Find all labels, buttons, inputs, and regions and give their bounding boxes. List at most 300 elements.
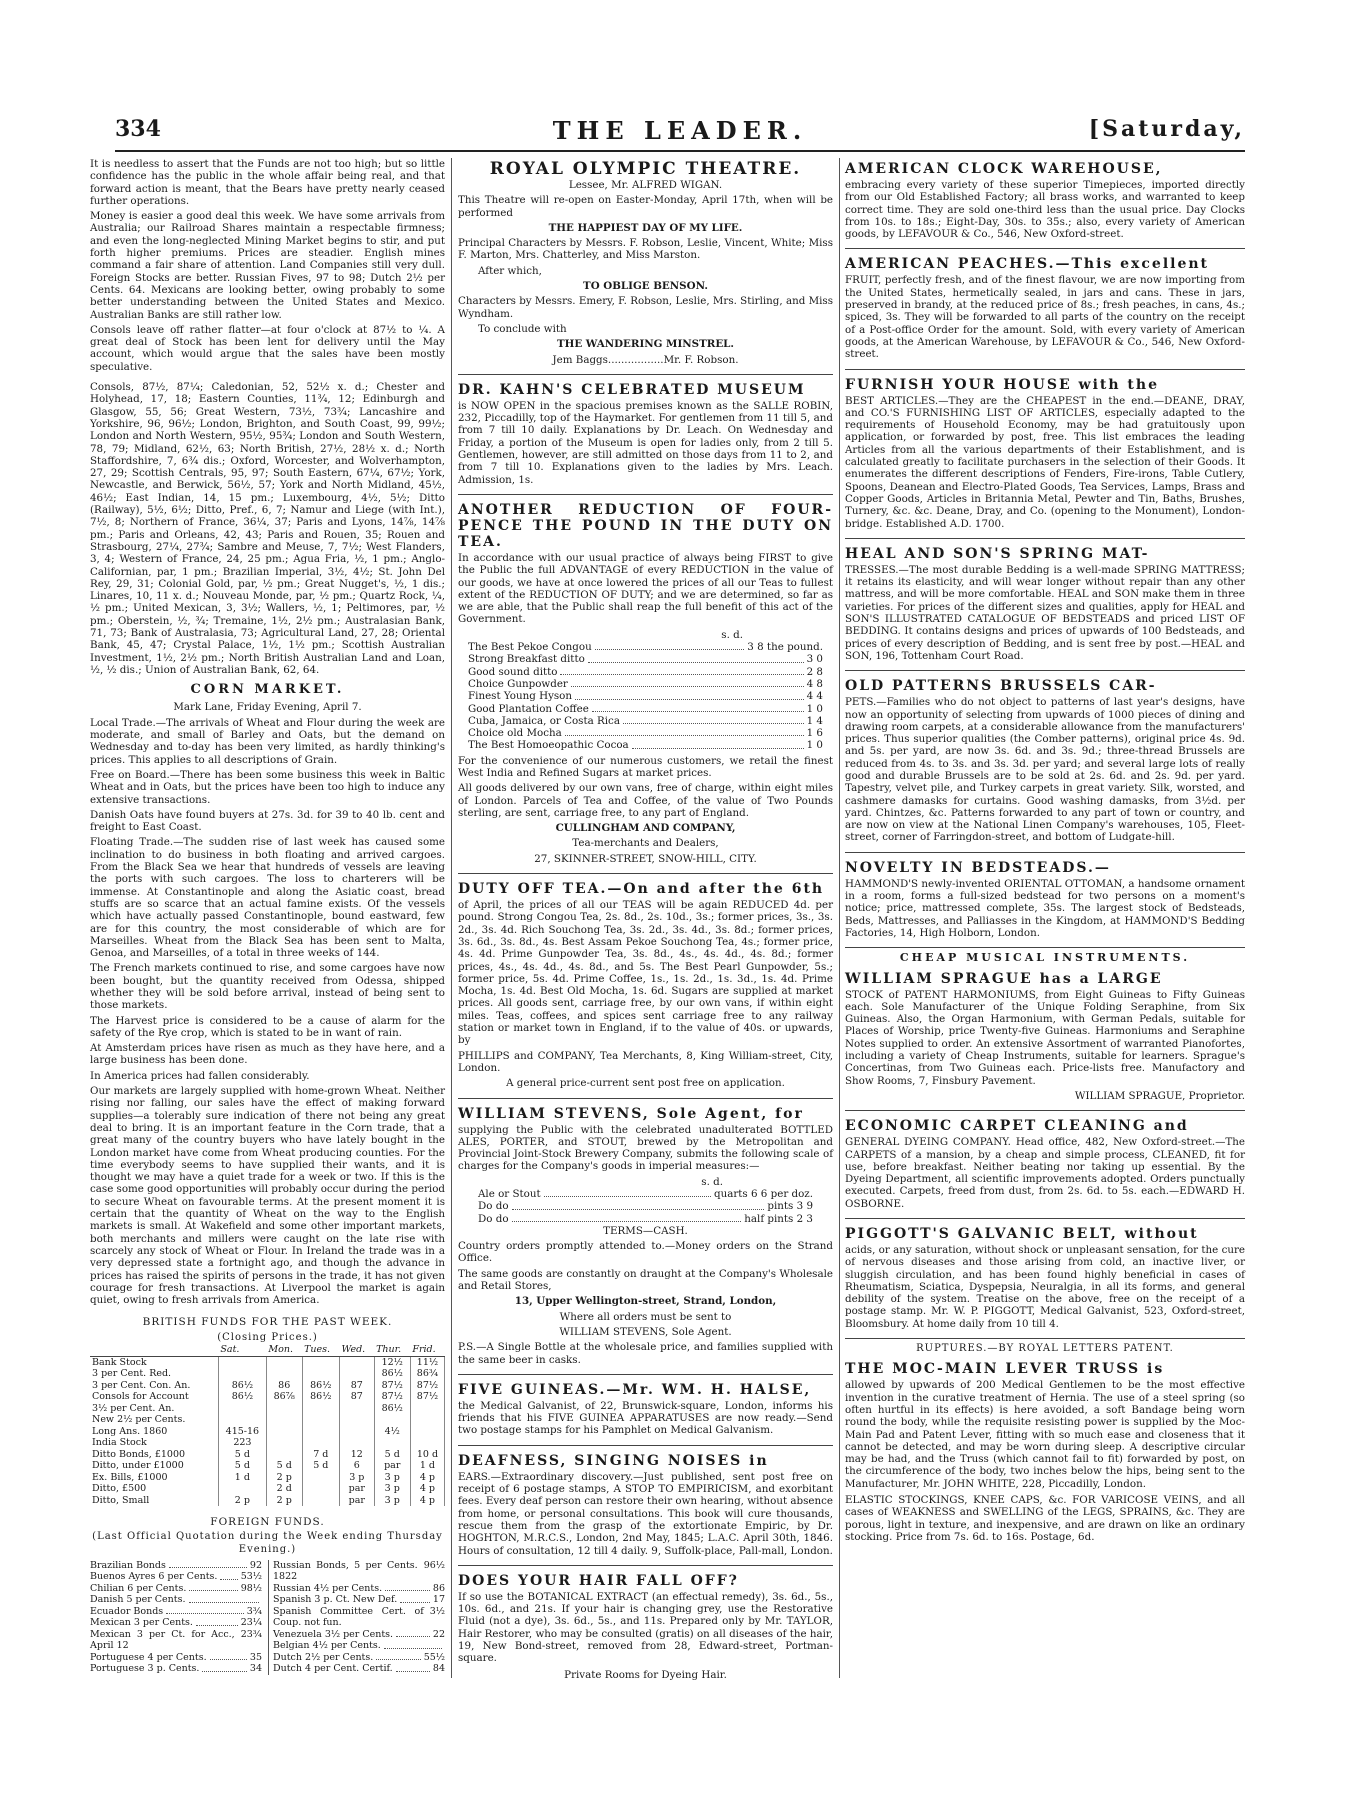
price-value: half pints 2 3 bbox=[744, 1212, 813, 1225]
table-cell: 12 bbox=[339, 1449, 374, 1461]
leader-dots bbox=[202, 1663, 246, 1672]
leader-dots bbox=[384, 1640, 442, 1649]
ad-heal-and-son bbox=[845, 543, 1245, 671]
leader-dots bbox=[565, 727, 804, 736]
table-cell bbox=[339, 1437, 374, 1449]
table-cell bbox=[302, 1472, 339, 1484]
price-row bbox=[90, 1560, 262, 1572]
ad-line: Tea-merchants and Dealers, bbox=[572, 837, 719, 850]
table-row bbox=[90, 1449, 445, 1461]
table-cell bbox=[410, 1403, 444, 1415]
price-row bbox=[90, 1571, 262, 1583]
ad-line: TERMS—CASH. bbox=[603, 1224, 688, 1237]
leader-dots bbox=[512, 1213, 742, 1222]
table-cell bbox=[410, 1437, 444, 1449]
ad-body: GENERAL DYEING COMPANY. Head office, 482, New Oxford-street.—The CARPETS of a mansion, by a cheap and simple process, CLEANED, fit for use, before breakfast. Neither beating nor taking up essential. By the Dyeing Department, all scientific improvements adopted. Orders punctually executed. Carpets, freed from dust, from 2s. 6d. to 5s. each.—EDWARD H. OSBORNE. bbox=[845, 1136, 1245, 1210]
price-row bbox=[273, 1594, 445, 1606]
price-value: 53½ bbox=[240, 1571, 262, 1583]
price-row bbox=[273, 1652, 445, 1664]
ad-title: WILLIAM SPRAGUE has a LARGE bbox=[845, 970, 1163, 987]
ad-signature: WILLIAM SPRAGUE, Proprietor. bbox=[1074, 1089, 1245, 1102]
table-cell bbox=[218, 1414, 266, 1426]
price-value: 35 bbox=[249, 1651, 262, 1663]
price-value: 3¾ bbox=[246, 1605, 262, 1617]
ad-signature: WILLIAM STEVENS, Sole Agent. bbox=[559, 1325, 732, 1338]
price-item: The Best Pekoe Congou bbox=[468, 641, 592, 654]
price-item: The Best Homoeopathic Cocoa bbox=[468, 739, 629, 752]
table-cell: 2 d bbox=[266, 1483, 302, 1495]
table-row bbox=[90, 1414, 445, 1426]
table-cell bbox=[218, 1356, 266, 1368]
leader-dots bbox=[400, 1594, 430, 1603]
table-cell bbox=[302, 1368, 339, 1380]
price-value: 3 8 the pound. bbox=[747, 641, 823, 654]
price-item: Dutch 4 per Cent. Certif. bbox=[273, 1663, 393, 1675]
ad-body: STOCK of PATENT HARMONIUMS, from Eight Guineas to Fifty Guineas each. Sole Manufacturer of the Unique Folding Seraphine, from Six Guineas. Also, the Organ Harmonium, with German Pedals, suitable for Places of Worship, price Twenty-five Guineas. Harmoniums and Seraphine Notes supplied to order. An extensive Assortment of warranted Pianofortes, including a variety of Cheap Instruments, suitable for learners. Sprague's Concertinas, from Two Guineas each. Price-lists free. Manufactory and Show Rooms, 7, Finsbury Pavement. bbox=[845, 988, 1245, 1087]
table-row bbox=[90, 1356, 445, 1368]
table-cell: 86½ bbox=[218, 1391, 266, 1403]
table-cell bbox=[266, 1426, 302, 1438]
ad-body: HAMMOND'S newly-invented ORIENTAL OTTOMAN, a handsome ornament in a room, forms a full-sized bedstead for two persons on a moment's notice; price, mattressed complete, 35s. The largest stock of Bedsteads, Beds, Mattresses, and Palliasses in the Kingdom, at HAMMOND'S Bedding Factories, 14, High Holborn, London. bbox=[845, 877, 1245, 939]
table-cell bbox=[339, 1426, 374, 1438]
column-rule bbox=[451, 158, 452, 1678]
page-number: 334 bbox=[115, 116, 161, 142]
table-cell: 86⅞ bbox=[266, 1391, 302, 1403]
table-cell: 4 p bbox=[410, 1483, 444, 1495]
price-item: Russian Bonds, 5 per Cents. 1822 bbox=[273, 1559, 418, 1583]
price-row bbox=[468, 653, 823, 665]
ad-body: of April, the prices of all our TEAS will be again REDUCED 4d. per pound. Strong Congou Tea, 2s. 8d., 2s. 10d., 3s.; former prices, 3s., 3s. 2d., 3s. 4d. Rich Souchong Tea, 3s. 2d., 3s. 4d., 3s. 8d.; former prices, 3s. 6d., 3s. 8d., 4s. Best Assam Pekoe Souchong Tea, 4s.; former price, 4s. 4d. Prime Gunpowder Tea, 3s. 8d., 4s., 4s. 4d., 4s. 8d.; former prices, 4s., 4s. 4d., 4s. 8d., and 5s. The Best Pearl Gunpowder, 5s.; former price, 5s. 4d. Prime Coffee, 1s., 1s. 2d., 1s. 3d., 1s. 4d. Prime Mocha, 1s. 4d. Best Old Mocha, 1s. 6d. Sugars are supplied at market prices. All goods sent, carriage free, by our own vans, if within eight miles. Teas, coffees, and spices sent carriage free to any railway station or market town in England, if to the value of 40s. or upwards, by bbox=[458, 899, 833, 1047]
table-cell bbox=[302, 1495, 339, 1507]
paragraph: Consols leave off rather flatter—at four o'clock at 87½ to ¼. A great deal of Stock has been lent for delivery until the May account, which would argue that the sales have been mostly speculative. bbox=[90, 323, 445, 373]
price-item: Buenos Ayres 6 per Cents. bbox=[90, 1571, 218, 1583]
ad-body: EARS.—Extraordinary discovery.—Just published, sent post free on receipt of 6 postage stamps, A STOP TO EMPIRICISM, and exorbitant fees. Every deaf person can restore their own hearing, without absence from home, or personal consultations. This book will cure thousands, rescue them from the grasp of the extortionate Empiric, by Dr. HOGHTON, M.R.C.S., London, 2nd May, 1845; L.A.C. April 30th, 1846. Hours of consultation, 12 till 4 daily. 9, Suffolk-place, Pall-mall, London. bbox=[458, 1470, 833, 1557]
leader-dots bbox=[169, 1560, 247, 1569]
foreign-funds-heading: FOREIGN FUNDS. bbox=[210, 1516, 325, 1529]
table-header-cell: Frid. bbox=[410, 1344, 444, 1356]
price-item: Portuguese 3 p. Cents. bbox=[90, 1663, 200, 1675]
column-financial bbox=[90, 158, 445, 1675]
foreign-funds-left bbox=[90, 1560, 262, 1675]
price-row bbox=[468, 739, 823, 751]
table-row bbox=[90, 1483, 445, 1495]
leader-dots bbox=[575, 690, 804, 699]
table-header-cell: Thur. bbox=[374, 1344, 410, 1356]
table-cell: 5 d bbox=[374, 1449, 410, 1461]
price-column-header: s. d. bbox=[701, 1175, 723, 1188]
table-row bbox=[90, 1391, 445, 1403]
price-item: Good sound ditto bbox=[468, 665, 558, 678]
leader-dots bbox=[588, 653, 804, 662]
price-value: 4 4 bbox=[806, 690, 823, 703]
paragraph: Our markets are largely supplied with home-grown Wheat. Neither rising nor falling, our sales have the effect of making forward supplies—a tolerably sure indication of there not being any great deal to bring. It is an important feature in the Corn trade, that a great many of the country buyers who have lately bought in the London market have come from Wheat producing counties. For the time everybody seems to have supplied their wants, and it is thought we may have a quiet trade for a week or two. If this is the case some good opportunities will probably occur during the period to secure Wheat on favourable terms. At the present moment it is certain that the quantity of Wheat on the way to the English markets is small. At Wakefield and some other important markets, both merchants and millers were caught on the late rise with scarcely any stock of Wheat or Flour. In Ireland the trade was in a very depressed state a fortnight ago, and though the advance in prices has raised the spirits of persons in the trade, it has not given courage for fresh transactions. At Liverpool the market is again quiet, owing to fresh arrivals from America. bbox=[90, 1085, 446, 1307]
table-cell: New 2½ per Cents. bbox=[90, 1414, 218, 1426]
table-cell: 223 bbox=[218, 1437, 266, 1449]
table-cell: 87½ bbox=[374, 1391, 410, 1403]
table-cell bbox=[302, 1483, 339, 1495]
table-header-cell: Sat. bbox=[218, 1344, 266, 1356]
table-cell: Consols for Account bbox=[90, 1391, 218, 1403]
price-item: Spanish 3 p. Ct. New Def. bbox=[273, 1594, 398, 1606]
ad-body: acids, or any saturation, without shock or unpleasant sensation, for the cure of nervous diseases and those arising from cold, an inactive liver, or sluggish circulation, and has been found highly beneficial in cases of Rheumatism, Sciatica, Dyspepsia, Neuralgia, in all its forms, and general debility of the system. Treatise on the above, free on the receipt of a postage stamp. Mr. W. P. PIGGOTT, Medical Galvanist, 523, Oxford-street, Bloomsbury. At home daily from 10 till 4. bbox=[845, 1244, 1245, 1330]
table-cell: 1 d bbox=[218, 1472, 266, 1484]
table-cell bbox=[339, 1403, 374, 1415]
table-row bbox=[90, 1426, 445, 1438]
price-value: quarts 6 6 per doz. bbox=[714, 1188, 813, 1200]
ad-kahn-museum bbox=[458, 379, 833, 495]
table-cell: 12½ bbox=[374, 1356, 410, 1368]
table-row bbox=[90, 1472, 445, 1484]
table-cell: 86½ bbox=[302, 1391, 339, 1403]
price-row bbox=[273, 1629, 445, 1641]
tea-price-list bbox=[458, 641, 833, 752]
price-item: Ale or Stout bbox=[478, 1188, 541, 1200]
funds-heading: BRITISH FUNDS FOR THE PAST WEEK. bbox=[142, 1316, 393, 1329]
foreign-funds-right bbox=[268, 1560, 445, 1675]
ad-body: TRESSES.—The most durable Bedding is a well-made SPRING MATTRESS; it retains its elasticity, and will wear longer without repair than any other mattress, and will be more comfortable. HEAL and SON make them in three varieties. For prices of the different sizes and qualities, apply for HEAL and SON'S ILLUSTRATED CATALOGUE OF BEDSTEADS and priced LIST OF BEDDING. It contains designs and prices of upwards of 100 Bedsteads, and prices of every description of Bedding, and is sent free by post.—HEAL and SON, 196, Tottenham Court Road. bbox=[845, 563, 1245, 662]
table-cell: 3½ per Cent. An. bbox=[90, 1403, 218, 1415]
ad-body: This Theatre will re-open on Easter-Monday, April 17th, when will be performed bbox=[458, 194, 833, 219]
leader-dots bbox=[189, 1583, 237, 1592]
table-cell bbox=[374, 1414, 410, 1426]
price-value: 55½ bbox=[423, 1651, 445, 1663]
price-item: Russian 4½ per Cents. bbox=[273, 1582, 383, 1594]
ad-royal-olympic bbox=[458, 158, 833, 375]
price-column-header: s. d. bbox=[721, 628, 743, 641]
table-cell: Ditto Bonds, £1000 bbox=[90, 1449, 218, 1461]
column-rule bbox=[839, 158, 840, 1678]
leader-dots bbox=[632, 739, 804, 748]
leader-dots bbox=[166, 1606, 244, 1615]
ad-title: HEAL AND SON'S SPRING MAT- bbox=[845, 545, 1150, 562]
table-cell bbox=[374, 1437, 410, 1449]
table-cell: 87½ bbox=[410, 1391, 444, 1403]
table-cell bbox=[410, 1414, 444, 1426]
ad-line: THE WANDERING MINSTREL. bbox=[556, 338, 735, 351]
ad-title: FIVE GUINEAS.—Mr. WM. H. HALSE, bbox=[458, 1381, 812, 1398]
ad-title: WILLIAM STEVENS, Sole Agent, for bbox=[458, 1105, 804, 1122]
ad-novelty-bedsteads bbox=[845, 857, 1245, 948]
leader-dots bbox=[196, 1617, 238, 1626]
table-row bbox=[90, 1495, 445, 1507]
table-cell: 3 per Cent. Con. An. bbox=[90, 1380, 218, 1392]
leader-dots bbox=[210, 1652, 247, 1661]
table-row bbox=[90, 1437, 445, 1449]
ad-line: After which, bbox=[478, 264, 542, 277]
price-row bbox=[90, 1663, 262, 1675]
ad-body: If so use the BOTANICAL EXTRACT (an effectual remedy), 3s. 6d., 5s., 10s. 6d., and 21s. If your hair is changing grey, use the Restorative Fluid (not a dye), 3s. 6d., 5s., and 11s. Prepared only by Mr. TAYLOR, Hair Restorer, who may be consulted (gratis) on all diseases of the hair, 19, New Bond-street, removed from 28, Edward-street, Portman-square. bbox=[458, 1590, 833, 1665]
ad-line: TO OBLIGE BENSON. bbox=[583, 280, 708, 293]
table-cell: 2 p bbox=[266, 1495, 302, 1507]
table-cell bbox=[302, 1356, 339, 1368]
table-cell: 86¾ bbox=[410, 1368, 444, 1380]
paragraph: Danish Oats have found buyers at 27s. 3d. for 39 to 40 lb. cent and freight to East Coast. bbox=[90, 808, 445, 834]
ad-american-peaches bbox=[845, 253, 1245, 369]
ad-line: Jem Baggs.................Mr. F. Robson. bbox=[552, 353, 739, 366]
table-row bbox=[90, 1380, 445, 1392]
ad-address: 27, SKINNER-STREET, SNOW-HILL, CITY. bbox=[534, 852, 757, 865]
table-cell: 87½ bbox=[410, 1380, 444, 1392]
table-cell: par bbox=[339, 1495, 374, 1507]
price-row bbox=[468, 690, 823, 702]
price-row bbox=[478, 1188, 813, 1200]
foreign-funds-subheading: (Last Official Quotation during the Week ending Thursday Evening.) bbox=[92, 1531, 443, 1555]
ad-line: A general price-current sent post free on application. bbox=[506, 1077, 785, 1090]
table-cell: 2 p bbox=[266, 1472, 302, 1484]
price-row bbox=[273, 1560, 445, 1583]
table-cell: 6 bbox=[339, 1460, 374, 1472]
ad-title: DOES YOUR HAIR FALL OFF? bbox=[458, 1572, 739, 1589]
ad-title: PIGGOTT'S GALVANIC BELT, without bbox=[845, 1226, 1199, 1242]
ad-line: To conclude with bbox=[478, 322, 567, 335]
ad-title: FURNISH YOUR HOUSE with the bbox=[845, 376, 1159, 393]
ad-address: 13, Upper Wellington-street, Strand, London, bbox=[514, 1295, 777, 1308]
foreign-funds-list bbox=[90, 1560, 445, 1675]
ad-brussels-carpets bbox=[845, 675, 1245, 853]
paragraph: The Harvest price is considered to be a cause of alarm for the safety of the Rye crop, which is stated to be in want of rain. bbox=[90, 1014, 445, 1039]
ad-title: AMERICAN PEACHES.—This excellent bbox=[845, 256, 1210, 273]
price-row bbox=[468, 715, 823, 727]
table-cell: 87½ bbox=[374, 1380, 410, 1392]
price-item: Venezuela 3½ per Cents. bbox=[273, 1628, 394, 1640]
table-cell: Ditto, under £1000 bbox=[90, 1460, 218, 1472]
section-heading-ruptures: RUPTURES.—BY ROYAL LETTERS PATENT. bbox=[916, 1343, 1174, 1355]
price-item: Finest Young Hyson bbox=[468, 690, 572, 703]
table-cell bbox=[266, 1403, 302, 1415]
price-row bbox=[90, 1617, 262, 1629]
price-value: 17 bbox=[432, 1594, 445, 1606]
table-cell: par bbox=[374, 1460, 410, 1472]
ad-title: DR. KAHN'S CELEBRATED MUSEUM bbox=[458, 381, 806, 398]
price-value: 3½ bbox=[429, 1605, 445, 1617]
leader-dots bbox=[571, 678, 804, 687]
ad-body: is NOW OPEN in the spacious premises known as the SALLE ROBIN, 232, Piccadilly, top of the Haymarket. For gentlemen from 11 till 5, and from 7 till 10 daily. Explanations by Dr. Leach. On Wednesday and Friday, a portion of the Museum is open for ladies only, from 2 till 5. Gentlemen, however, are still admitted on those days from 11 to 2, and from 7 till 10. Explanations given to the ladies by Mrs. Leach. Admission, 1s. bbox=[458, 399, 833, 486]
ad-body: embracing every variety of these superior Timepieces, imported directly from our Old Established Factory; all brass works, and warranted to keep correct time. They are sold one-third less than the usual price. Day Clocks from 10s. to 18s.; Eight-Day, 30s. to 35s.; also, every variety of American goods, by LEFAVOUR & Co., 546, New Oxford-street. bbox=[845, 179, 1245, 241]
ad-body: Principal Characters by Messrs. F. Robson, Leslie, Vincent, White; Miss F. Marton, Mrs. Chatterley, and Miss Marston. bbox=[458, 237, 833, 262]
paragraph: Local Trade.—The arrivals of Wheat and Flour during the week are moderate, and small of Barley and Oats, but the demand on Wednesday and to-day has been very limited, as hardly thinking's prices. This applies to all descriptions of Grain. bbox=[90, 716, 445, 766]
ad-carpet-cleaning bbox=[845, 1115, 1245, 1219]
leader-dots bbox=[623, 715, 804, 724]
ad-american-clock bbox=[845, 158, 1245, 249]
leader-dots bbox=[560, 666, 803, 675]
price-item: Dutch 2½ per Cents. bbox=[273, 1651, 374, 1663]
table-cell: Ditto, £500 bbox=[90, 1483, 218, 1495]
price-row bbox=[273, 1640, 445, 1652]
table-cell: Long Ans. 1860 bbox=[90, 1426, 218, 1438]
price-item: Mexican 3 per Ct. for Acc., April 12 bbox=[90, 1628, 235, 1652]
price-value: 23¾ bbox=[240, 1628, 262, 1640]
section-heading-corn: CORN MARKET. bbox=[190, 682, 345, 698]
price-value: 1 6 bbox=[806, 727, 823, 740]
page-header bbox=[115, 116, 1245, 150]
table-cell: India Stock bbox=[90, 1437, 218, 1449]
table-cell: 415-16 bbox=[218, 1426, 266, 1438]
price-row bbox=[468, 727, 823, 739]
price-item: Mexican 3 per Cents. bbox=[90, 1617, 193, 1629]
price-value: 1 4 bbox=[806, 714, 823, 727]
leader-dots bbox=[396, 1629, 430, 1638]
price-row bbox=[468, 641, 823, 653]
table-cell: Ditto, Small bbox=[90, 1495, 218, 1507]
price-row bbox=[468, 666, 823, 678]
dateline: Mark Lane, Friday Evening, April 7. bbox=[173, 701, 362, 714]
ad-body: In accordance with our usual practice of always being FIRST to give the Public the full ADVANTAGE of every REDUCTION in the value of our goods, we have at once lowered the prices of all our Teas to fullest extent of the REDUCTION OF DUTY; and we are determined, so far as we are able, that the Public shall reap the full benefit of this act of the Government. bbox=[458, 551, 833, 626]
table-row bbox=[90, 1403, 445, 1415]
price-value: 23¼ bbox=[240, 1617, 262, 1629]
table-row bbox=[90, 1368, 445, 1380]
table-cell: 3 p bbox=[339, 1472, 374, 1484]
price-item: Good Plantation Coffee bbox=[468, 702, 589, 715]
table-cell: 3 p bbox=[374, 1483, 410, 1495]
price-value: 2 8 bbox=[806, 665, 823, 678]
table-cell: 4 p bbox=[410, 1472, 444, 1484]
price-item: Ecuador Bonds bbox=[90, 1605, 164, 1617]
price-item: Choice old Mocha bbox=[468, 727, 562, 740]
table-cell bbox=[339, 1368, 374, 1380]
ad-duty-off-tea bbox=[458, 878, 833, 1098]
table-cell: 86½ bbox=[218, 1380, 266, 1392]
ad-body: PETS.—Families who do not object to patterns of last year's designs, have now an opportunity of selecting from upwards of 1000 pieces of dining and drawing room carpets, at a considerable allowance from the manufacturers' prices. Thus superior qualities (the Comber patterns), original price 4s. 9d. and 5s. per yard, are now 3s. 6d. and 3s. 9d.; three-thread Brussels are reduced from 4s. to 3s. and 3s. 3d. per yard; and several large lots of really good and durable Brussels are to be sold at 2s. 6d. and 2s. 9d. per yard. Tapestry, velvet pile, and Turkey carpets in great variety. Silk, worsted, and cashmere damasks for curtains. Good washing damasks, from 3½d. per yard. Chintzes, &c. Patterns forwarded to any part of town or country, and are now on view at the National Linen Company's warehouses, 105, Fleet-street, corner of Farringdon-street, and bottom of Ludgate-hill. bbox=[845, 696, 1245, 844]
paragraph: Free on Board.—There has been some business this week in Baltic Wheat and in Oats, but the prices have been too high to induce any extensive transactions. bbox=[90, 768, 445, 806]
price-value: 92 bbox=[249, 1559, 262, 1571]
ad-title: THE MOC-MAIN LEVER TRUSS is bbox=[845, 1361, 1165, 1378]
table-cell: Bank Stock bbox=[90, 1356, 218, 1368]
table-cell bbox=[266, 1414, 302, 1426]
table-cell: 4 p bbox=[410, 1495, 444, 1507]
paragraph: In America prices had fallen considerably. bbox=[90, 1069, 310, 1082]
price-row bbox=[90, 1629, 262, 1652]
table-cell: 87 bbox=[339, 1380, 374, 1392]
table-cell: 3 p bbox=[374, 1495, 410, 1507]
table-header-cell: Wed. bbox=[339, 1344, 374, 1356]
table-cell bbox=[266, 1356, 302, 1368]
leader-dots bbox=[512, 1200, 765, 1209]
paragraph: It is needless to assert that the Funds are not too high; but so little confidence has the public in the whole affair being real, and that forward action is meant, that the Bears have pretty nearly ceased further operations. bbox=[90, 158, 445, 207]
table-cell: 10 d bbox=[410, 1449, 444, 1461]
leader-dots bbox=[385, 1583, 430, 1592]
ad-title: ANOTHER REDUCTION OF FOUR-PENCE THE POUND IN THE DUTY ON TEA. bbox=[458, 501, 833, 550]
ad-title: NOVELTY IN BEDSTEADS.— bbox=[845, 859, 1111, 876]
price-row bbox=[468, 678, 823, 690]
ad-body: ELASTIC STOCKINGS, KNEE CAPS, &c. FOR VARICOSE VEINS, and all cases of WEAKNESS and SWELLING of the LEGS, SPRAINS, &c. They are porous, light in texture, and inexpensive, and are drawn on like an ordinary stocking. Price from 7s. 6d. to 16s. Postage, 6d. bbox=[845, 1494, 1245, 1543]
table-header-cell: Tues. bbox=[302, 1344, 339, 1356]
ad-line: Where all orders must be sent to bbox=[559, 1310, 732, 1323]
table-cell bbox=[266, 1449, 302, 1461]
price-value: 98½ bbox=[240, 1582, 262, 1594]
leader-dots bbox=[376, 1652, 420, 1661]
price-item: Portuguese 4 per Cents. bbox=[90, 1651, 207, 1663]
masthead-title: THE LEADER. bbox=[552, 116, 808, 145]
ad-galvanic-belt bbox=[845, 1223, 1245, 1339]
ad-title: DEAFNESS, SINGING NOISES in bbox=[458, 1452, 769, 1469]
ad-title: DUTY OFF TEA.—On and after the 6th bbox=[458, 881, 825, 898]
price-item: Do do bbox=[478, 1212, 509, 1225]
column-advertisements-right bbox=[845, 158, 1245, 1555]
price-row bbox=[90, 1652, 262, 1664]
price-value: 96½ bbox=[423, 1559, 445, 1571]
ad-line: Lessee, Mr. ALFRED WIGAN. bbox=[568, 179, 723, 191]
ale-price-list bbox=[458, 1188, 833, 1225]
price-row bbox=[273, 1583, 445, 1595]
price-row bbox=[90, 1606, 262, 1618]
ad-line: Private Rooms for Dyeing Hair. bbox=[564, 1668, 727, 1681]
ad-body: FRUIT, perfectly fresh, and of the finest flavour, we are now importing from the United States, hermetically sealed, in jars and cans. These in jars, preserved in brandy, at the reduced price of 8s.; fresh peaches, in cans, 4s.; spiced, 3s. They will be forwarded to all parts of the country on the receipt of a Post-office Order for the amount. Sold, with every variety of American goods, at the American Warehouse, by LEFAVOUR & Co., 546, New Oxford-street. bbox=[845, 274, 1245, 361]
table-cell bbox=[339, 1356, 374, 1368]
ad-william-stevens bbox=[458, 1103, 833, 1375]
price-item: Danish 5 per Cents. bbox=[90, 1594, 186, 1606]
table-cell bbox=[302, 1437, 339, 1449]
funds-table bbox=[90, 1344, 445, 1506]
table-cell: 3 p bbox=[374, 1472, 410, 1484]
price-row bbox=[90, 1594, 262, 1606]
paragraph: Floating Trade.—The sudden rise of last week has caused some inclination to do business in both floating and arrived cargoes. From the Black Sea we hear that hundreds of vessels are leaving the ports with such cargoes. The loss to charterers will be immense. At Constantinople and along the Asiatic coast, bread stuffs are so scarce that an actual famine exists. Of the vessels which have actually passed Constantinople, bound eastward, few are for this country, the most considerable of which are for Marseilles. Wheat from the Black Sea has been sent to Malta, Genoa, and Marseilles, of a total in three weeks of 144. bbox=[90, 836, 445, 960]
table-cell bbox=[302, 1403, 339, 1415]
table-cell: 11½ bbox=[410, 1356, 444, 1368]
table-row bbox=[90, 1460, 445, 1472]
leader-dots bbox=[595, 641, 745, 650]
price-item: Belgian 4½ per Cents. bbox=[273, 1640, 381, 1652]
ad-body: The same goods are constantly on draught at the Company's Wholesale and Retail Stores, bbox=[458, 1267, 833, 1293]
ad-title: ECONOMIC CARPET CLEANING and bbox=[845, 1118, 1189, 1135]
table-header-cell bbox=[90, 1344, 218, 1356]
table-cell: 86½ bbox=[302, 1380, 339, 1392]
leader-dots bbox=[396, 1663, 430, 1672]
ad-body: PHILLIPS and COMPANY, Tea Merchants, 8, King William-street, City, London. bbox=[458, 1049, 833, 1074]
table-cell: 3 per Cent. Red. bbox=[90, 1368, 218, 1380]
ad-body: BEST ARTICLES.—They are the CHEAPEST in the end.—DEANE, DRAY, and CO.'S FURNISHING LIST OF ARTICLES, especially adapted to the requirements of Household Economy, may be had gratuitously upon application, or forwarded by post, free. This list embraces the leading Articles from all the various departments of their Establishment, and is calculated greatly to facilitate purchasers in the selection of their Goods. It enumerates the different descriptions of Fenders, Fire-irons, Table Cutlery, Spoons, Deanean and Electro-Plated Goods, Tea Services, Lamps, Brass and Copper Goods, Articles in Britannia Metal, Pewter and Tin, Baths, Brushes, Turnery, &c. &c. Deane, Dray, and Co. (opening to the Monument), London-bridge. Established A.D. 1700. bbox=[845, 394, 1245, 530]
ad-title: ROYAL OLYMPIC THEATRE. bbox=[489, 159, 802, 179]
header-rule bbox=[115, 150, 1245, 152]
price-item: Choice Gunpowder bbox=[468, 677, 568, 690]
funds-subheading: (Closing Prices.) bbox=[217, 1331, 318, 1343]
table-cell bbox=[339, 1414, 374, 1426]
ad-line: THE HAPPIEST DAY OF MY LIFE. bbox=[548, 221, 743, 234]
ad-hair bbox=[458, 1570, 833, 1689]
price-item: Cuba, Jamaica, or Costa Rica bbox=[468, 714, 620, 727]
table-cell bbox=[410, 1426, 444, 1438]
table-cell: 4½ bbox=[374, 1426, 410, 1438]
ad-tea-reduction bbox=[458, 499, 833, 874]
ad-deafness bbox=[458, 1450, 833, 1566]
table-header-cell: Mon. bbox=[266, 1344, 302, 1356]
price-item: Spanish Committee Cert. of Coup. not fun. bbox=[273, 1605, 424, 1629]
price-value: 22 bbox=[432, 1628, 445, 1640]
leader-dots bbox=[544, 1188, 711, 1197]
price-value: 86 bbox=[432, 1582, 445, 1594]
leader-dots bbox=[592, 703, 804, 712]
price-item: Brazilian Bonds bbox=[90, 1559, 166, 1571]
table-cell bbox=[302, 1426, 339, 1438]
price-value: 1 0 bbox=[806, 739, 823, 752]
table-cell: 7 d bbox=[302, 1449, 339, 1461]
table-cell bbox=[218, 1403, 266, 1415]
ad-title: OLD PATTERNS BRUSSELS CAR- bbox=[845, 678, 1157, 695]
ad-william-sprague bbox=[845, 968, 1245, 1112]
price-value: 3 0 bbox=[806, 653, 823, 666]
ad-body: Characters by Messrs. Emery, F. Robson, Leslie, Mrs. Stirling, and Miss Wyndham. bbox=[458, 295, 833, 320]
ad-halse bbox=[458, 1379, 833, 1446]
paragraph: Money is easier a good deal this week. We have some arrivals from Australia; our Railroad Shares maintain a respectable firmness; and even the long-neglected Mining Market begins to stir, and put forth higher premiums. Prices are steadier. English mines command a fair share of attention. Land Companies still very dull. Foreign Stocks are better. Russian Fives, 97 to 98; Dutch 2½ per Cents. 64. Mexicans are looking better, owing probably to some better understanding between the United States and Mexico. Australian Banks are still rather low. bbox=[90, 210, 445, 321]
table-cell bbox=[302, 1414, 339, 1426]
table-cell bbox=[266, 1437, 302, 1449]
table-cell bbox=[218, 1368, 266, 1380]
price-value: 4 8 bbox=[806, 677, 823, 690]
paragraph: Consols, 87½, 87¼; Caledonian, 52, 52½ x. d.; Chester and Holyhead, 17, 18; Eastern Counties, 11¾, 12; Edinburgh and Glasgow, 55, 56; Great Western, 73½, 73¾; Lancashire and Yorkshire, 96, 96½; London, Brighton, and South Coast, 99, 99½; London and North Western, 95½, 95¾; London and South Western, 78, 79; Midland, 62½, 63; North British, 27½, 28½ x. d.; North Staffordshire, 7, 6¾ dis.; Oxford, Worcester, and Wolverhampton, 27, 29; Scottish Centrals, 95, 97; South Eastern, 67¼, 67½; York, Newcastle, and Berwick, 56½, 57; York and North Midland, 45½, 46½; East Indian, 14, 15 pm.; Luxembourg, 4½, 5½; Ditto (Railway), 5½, 6½; Ditto, Pref., 6, 7; Namur and Liege (with Int.), 7½, 8; Northern of France, 36¼, 37; Paris and Lyons, 14⅞, 14⅞ pm.; Paris and Orleans, 42, 43; Paris and Rouen, 35; Rouen and Strasbourg, 27¼, 27¾; Sambre and Meuse, 7, 7½; West Flanders, 3, 4; Western of France, 24, 25 pm.; Agua Fria, ½, 1 pm.; Anglo-Californian, par, 1 pm.; Brazilian Imperial, 3½, 4½; St. John Del Rey, 29, 31; Colonial Gold, par, ½ pm.; Great Nugget's, ½, 1 dis.; Linares, 10, 11 x. d.; Nouveau Monde, par, ½ pm.; Quartz Rock, ¼, ½ pm.; United Mexican, 3, 3½; Wallers, ½, 1; Peltimores, par, ½ pm.; Oberstein, ½, ¾; Tremaine, 1½, 2½ pm.; Australasian Bank, 71, 73; Bank of Australasia, 73; Agricultural Land, 27, 28; Oriental Bank, 45, 47; Crystal Palace, 1½, 1½ pm.; Scottish Australian Investment, 1½, 2½ pm.; North British Australian Land and Loan, ½, ½ dis.; Union of Australian Bank, 62, 64. bbox=[90, 381, 445, 676]
price-row bbox=[273, 1606, 445, 1629]
price-value: 1 0 bbox=[806, 702, 823, 715]
price-row bbox=[478, 1213, 813, 1225]
ad-body: P.S.—A Single Bottle at the wholesale price, and families supplied with the same beer in casks. bbox=[458, 1341, 833, 1366]
